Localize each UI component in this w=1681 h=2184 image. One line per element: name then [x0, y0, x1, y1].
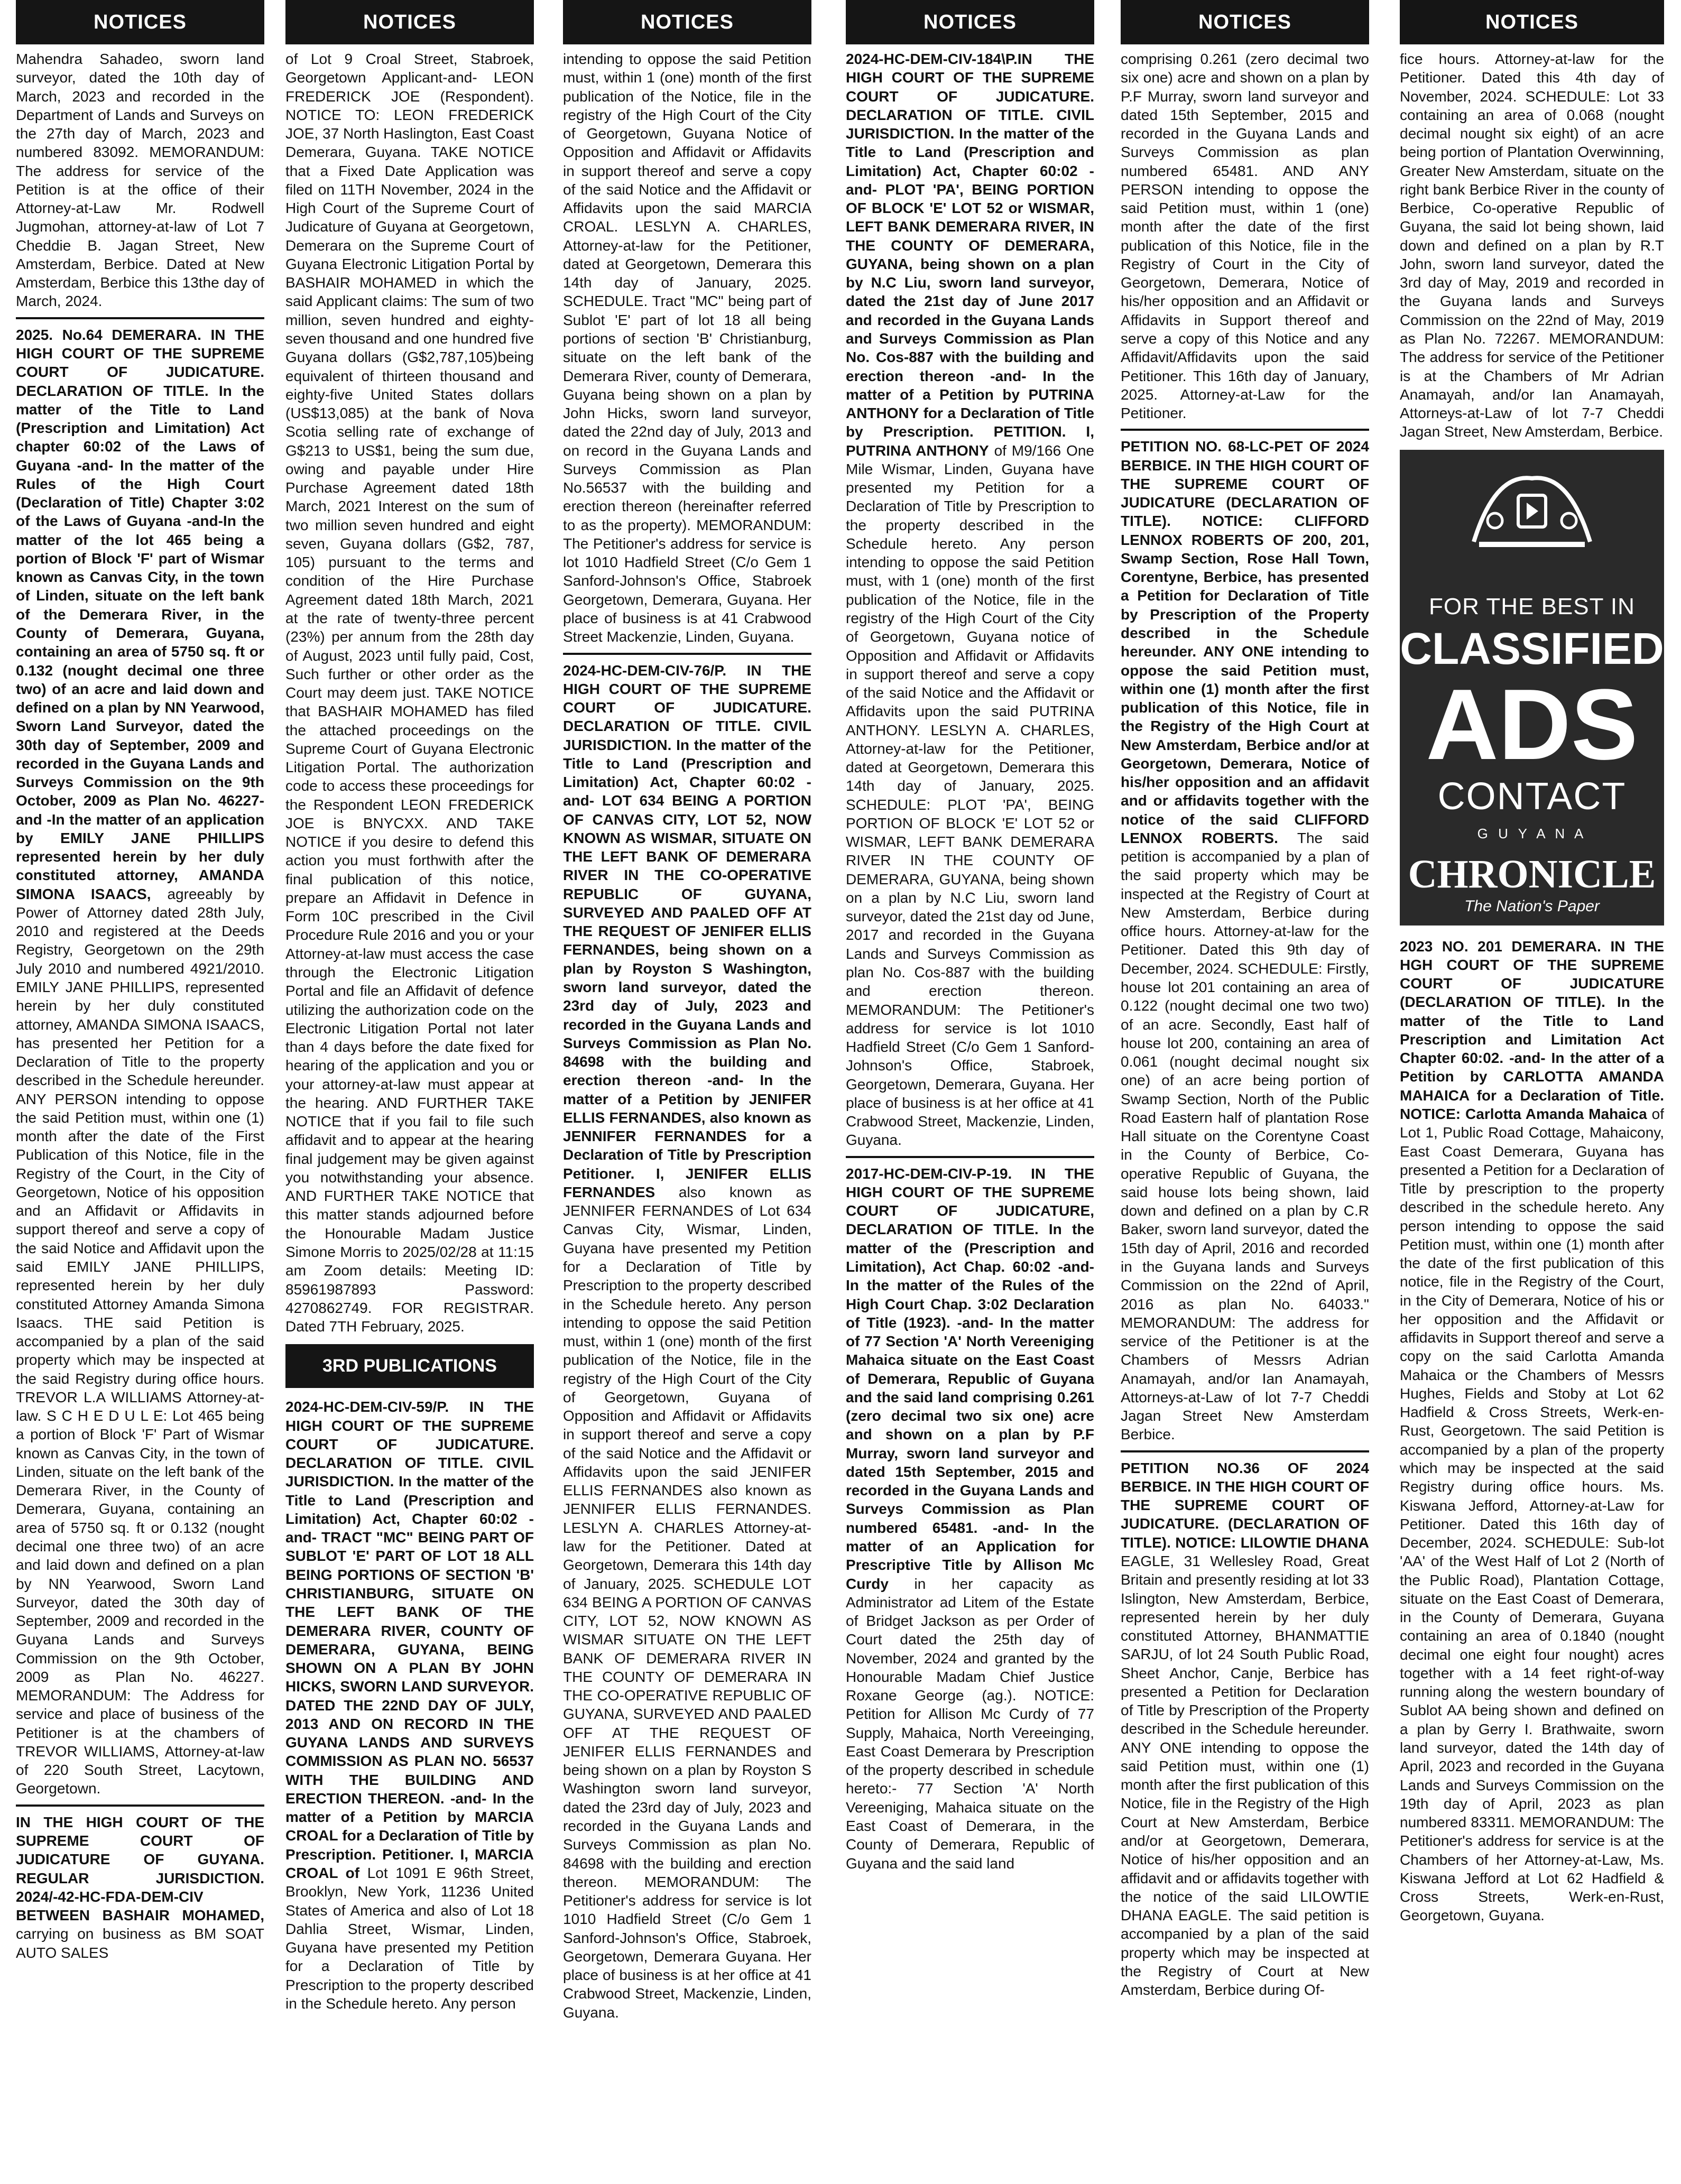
column-4 — [846, 0, 1094, 2184]
column-header: NOTICES — [16, 0, 264, 44]
notice — [16, 50, 264, 311]
notice-heading: 2025. No.64 DEMERARA. IN THE HIGH COURT OF THE SUPREME COURT OF JUDICATURE. DECLARATION OF TITLE. In the matter of the Title to Land (Prescription and Limitation) Act chapter 60:02 of the Laws of Guyana -and- In the matter of the Rules of the High Court (Declaration of Title) Chapter 3:02 of the Laws of Guyana -and-In the matter of the lot 465 being a portion of Block 'F' part of Wismar known as Canvas City, in the town of Linden, situate on the left bank of the Demerara River, in the County of Demerara, Guyana, containing an area of 5750 sq. ft or 0.132 (nought decimal one three two) of an acre and laid down and defined on a plan by NN Yearwood, Sworn Land Surveyor, dated the 30th day of September, 2009 and recorded in the Guyana Lands and Surveys Commission on the 9th October, 2009 as Plan No. 46227-and -In the matter of an application by EMILY JANE PHILLIPS represented herein by her duly constituted attorney, AMANDA SIMONA ISAACS, — [16, 326, 264, 902]
column-1 — [16, 0, 264, 2184]
notice-heading: 2024-HC-DEM-CIV-59/P. IN THE HIGH COURT OF THE SUPREME COURT OF JUDICATURE. DECLARATION OF TITLE. CIVIL JURISDICTION. In the matter of the Title to Land (Prescription and Limitation) Act, Chapter 60:02 -and- TRACT "MC" BEING PART OF SUBLOT 'E' PART OF LOT 18 ALL BEING PORTIONS OF SECTION 'B' CHRISTIANBURG, SITUATE ON THE LEFT BANK OF THE DEMERARA RIVER, COUNTY OF DEMERARA, GUYANA, BEING SHOWN ON A PLAN BY JOHN HICKS, SWORN LAND SURVEYOR. DATED THE 22ND DAY OF JULY, 2013 AND ON RECORD IN THE GUYANA LANDS AND SURVEYS COMMISSION AS PLAN NO. 56537 WITH THE BUILDING AND ERECTION THEREON. -and- In the matter of a Petition by MARCIA CROAL for a Declaration of Title by Prescription. Petitioner. I, MARCIA CROAL of — [285, 1399, 534, 1881]
notice — [1121, 50, 1369, 422]
ad-line: ADS — [1426, 668, 1638, 781]
classified-ads-advert — [1400, 450, 1664, 926]
brand-tagline: The Nation's Paper — [1464, 897, 1600, 915]
chronicle-emblem-icon — [1463, 462, 1601, 563]
notice-body: also known as JENNIFER FERNANDES of Lot 634 Canvas City, Wismar, Linden, Guyana have presented my Petition for a Declaration of Title by Prescription to the property described in the Schedule hereto. Any person intending to oppose the said Petition must, within 1 (one) month of the first publication of the Notice, file in the registry of the High Court of the City of Georgetown, Guyana of Opposition and Affidavit or Affidavits in support thereof and serve a copy of the said Notice and the Affidavit or Affidavits upon the said JENIFER ELLIS FERNANDES also known as JENNIFER ELLIS FERNANDES. LESLYN A. CHARLES Attorney-at-law for the Petitioner. Dated at Georgetown, Demerara this 14th day of January, 2025. SCHEDULE LOT 634 BEING A PORTION OF CANVAS CITY, LOT 52, NOW KNOWN AS WISMAR SITUATE ON THE LEFT BANK OF DEMERARA RIVER IN THE COUNTY OF DEMERARA IN THE CO-OPERATIVE REPUBLIC OF GUYANA, SURVEYED AND PAALED OFF AT THE REQUEST OF JENIFER ELLIS FERNANDES and being shown on a plan by Royston S Washington sworn land surveyor, dated the 23rd day of July, 2023 and recorded in the Guyana Lands and Surveys Commission as plan No. 84698 with the building and erection thereon. MEMORANDUM: The Petitioner's address for service is lot 1010 Hadfield Street (C/o Gem 1 Sanford-Johnson's Office, Stabroek, Georgetown, Demerara Guyana. Her place of business is at her office at 41 Crabwood Street, Mackenzie, Linden, Guyana. — [563, 1183, 811, 2021]
notice-heading: PETITION NO.36 OF 2024 BERBICE. IN THE HIGH COURT OF THE SUPREME COURT OF JUDICATURE. (DECLARATION OF TITLE). NOTICE: LILOWTIE DHANA — [1121, 1459, 1369, 1551]
column-6 — [1400, 0, 1664, 2184]
notice-text: comprising 0.261 (zero decimal two six one) acre and shown on a plan by P.F Murray, sworn land surveyor and dated 15th September, 2015 and recorded in the Guyana Lands and Surveys Commission as plan numbered 65481. AND ANY PERSON intending to oppose the said Petition must, within 1 (one) month after the date of the first publication of this Notice, file in the Registry of Court in the City of Georgetown, Demerara, Notice of his/her opposition and an Affidavit or Affidavits in Support thereof and serve a copy of this Notice and any Affidavit/Affidavits upon the said Petitioner. This 16th day of January, 2025. Attorney-at-Law for the Petitioner. — [1121, 51, 1369, 422]
notice-body: in her capacity as Administrator ad Litem of the Estate of Bridget Jackson as per Order of Court dated the 25th day of November, 2024 and granted by the Honourable Madam Chief Justice Roxane George (ag.). NOTICE: Petition for Allison Mc Curdy of 77 Supply, Mahaica, North Vereeinging, East Coast Demerara by Prescription of the property described in schedule hereto:- 77 Section 'A' North Vereeniging, Mahaica situate on the East Coast of Demerara, in the County of Demerara, Republic of Guyana and the said land — [846, 1575, 1094, 1872]
notice-body: EAGLE, 31 Wellesley Road, Great Britain and presently residing at lot 33 Islington, New Amsterdam, Berbice, represented herein by her duly constituted Attorney, BHANMATTIE SARJU, of lot 24 South Public Road, Sheet Anchor, Canje, Berbice has presented a Petition for Declaration of Title by Prescription of the Property described in the Schedule hereunder. ANY ONE intending to oppose the said Petition must, within one (1) month after the first publication of this Notice, file in the Registry of the High Court at New Amsterdam, Berbice and/or at Georgetown, Demerara, Notice of his/her opposition and an affidavit and or affidavits together with the notice of the said LILOWTIE DHANA EAGLE. The said petition is accompanied by a plan of the said property which may be inspected at the Registry of Court at New Amsterdam, Berbice during Of- — [1121, 1552, 1369, 1998]
notice-text: of Lot 9 Croal Street, Stabroek, Georgetown Applicant-and- LEON FREDERICK JOE (Respondent). NOTICE TO: LEON FREDERICK JOE, 37 North Haslington, East Coast Demerara, Guyana. TAKE NOTICE that a Fixed Date Application was filed on 11TH November, 2024 in the High Court of the Supreme Court of Judicature of Guyana at Georgetown, Demerara on the Supreme Court of Guyana Electronic Litigation Portal by BASHAIR MOHAMED in which the said Applicant claims: The sum of two million, seven hundred and eighty-seven thousand and one hundred five Guyana dollars (G$2,787,105)being equivalent of thirteen thousand and eighty-five United States dollars (US$13,085) at the bank of Nova Scotia selling rate of exchange of G$213 to US$1, being the sum due, owing and payable under Hire Purchase Agreement dated 18th March, 2021 Interest on the sum of two million seven hundred and eight seven, Guyana dollars (G$2, 787, 105) pursuant to the terms and condition of the Hire Purchase Agreement dated 18th March, 2021 at the rate of twenty-three percent (23%) per annum from the 28th day of August, 2023 until fully paid, Cost, Such further or other order as the Court may deem just. TAKE NOTICE that BASHAIR MOHAMED has filed the attached proceedings on the Supreme Court of Guyana Electronic Litigation Portal. The authorization code to access these proceedings for the Respondent LEON FREDERICK JOE is BNYCXX. AND TAKE NOTICE if you desire to defend this action you must forthwith after the final publication of this notice, prepare an Affidavit in Defence in Form 10C prescribed in the Civil Procedure Rule 2016 and you or your Attorney-at-law must access the case through the Electronic Litigation Portal and file an Affidavit of defence utilizing the authorization code on the Electronic Litigation Portal not later than 4 days before the date fixed for hearing of the application and you or your attorney-at-law must appear at the hearing. AND FURTHER TAKE NOTICE that if you fail to file such affidavit and to appear at the hearing final judgement may be given against you notwithstanding your absence. AND FURTHER TAKE NOTICE that this matter stands adjourned before the Honourable Madam Justice Simone Morris to 2025/02/28 at 11:15 am Zoom details: Meeting ID: 85961987893 Password: 4270862749. FOR REGISTRAR. Dated 7TH February, 2025. — [285, 51, 534, 1335]
divider — [846, 1156, 1094, 1158]
divider — [563, 653, 811, 655]
notice-heading: 2023 NO. 201 DEMERARA. IN THE HGH COURT OF THE SUPREME COURT OF JUDICATURE (DECLARATION OF TITLE). In the matter of the Title to Land Prescription and Limitation Act Chapter 60:02. -and- In the atter of a Petition by CARLOTTA AMANDA MAHAICA for a Declaration of Title. NOTICE: Carlotta Amanda Mahaica — [1400, 938, 1664, 1122]
column-3 — [563, 0, 811, 2184]
notice-text: intending to oppose the said Petition must, within 1 (one) month of the first publication of the Notice, file in the registry of the High Court of the City of Georgetown, Guyana Notice of Opposition and Affidavit or Affidavits in support thereof and serve a copy of the said Notice and the Affidavit or Affidavits upon the said MARCIA CROAL. LESLYN A. CHARLES, Attorney-at-law for the Petitioner, dated at Georgetown, Demerara this 14th day of January, 2025. SCHEDULE. Tract "MC" being part of Sublot 'E' part of lot 18 all being portions of section 'B' Christianburg, situate on the left bank of the Demerara River, county of Demerara, Guyana being shown on a plan by John Hicks, sworn land surveyor, dated the 22nd day of July, 2013 and on record in the Guyana Lands and Surveys Commission as Plan No.56537 with the building and erection thereon (hereinafter referred to as the property). MEMORANDUM: The Petitioner's address for service is lot 1010 Hadfield Street (C/o Gem 1 Sanford-Johnson's Office, Stabroek Georgetown, Demerara, Guyana. Her place of business is at 41 Crabwood Street Mackenzie, Linden, Guyana. — [563, 51, 811, 645]
notice-heading: 2024-HC-DEM-CIV-184\P.IN THE HIGH COURT OF THE SUPREME COURT OF JUDICATURE. DECLARATION OF TITLE. CIVIL JURISDICTION. In the matter of the Title to Land (Prescription and Limitation) Act, Chapter 60:02 -and- PLOT 'PA', BEING PORTION OF BLOCK 'E' LOT 52 or WISMAR, LEFT BANK DEMERARA RIVER, IN THE COUNTY OF DEMERARA, GUYANA, being shown on a plan by N.C Liu, sworn land surveyor, dated the 21st day of June 2017 and recorded in the Guyana Lands and Surveys Commission as Plan No. Cos-887 with the building and erection thereon -and- In the matter of a Petition by PUTRINA ANTHONY for a Declaration of Title by Prescription. PETITION. I, PUTRINA ANTHONY — [846, 51, 1094, 459]
notice — [1400, 50, 1664, 441]
column-header: NOTICES — [846, 0, 1094, 44]
column-header: NOTICES — [285, 0, 534, 44]
notice-body: of M9/166 One Mile Wismar, Linden, Guyana have presented my Petition for a Declaration of Title by Prescription to the property described in the Schedule hereto. Any person intending to oppose the said Petition must, with 1 (one) month of the first publication of the Notice, file in the registry of the High Court of the City of Georgetown, Guyana notice of Opposition and Affidavit or Affidavits in support thereof and serve a copy of the said Notice and the Affidavit or Affidavits upon the said PUTRINA ANTHONY. LESLYN A. CHARLES, Attorney-at-law for the Petitioner, dated at Georgetown, Demerara this 14th day of January, 2025. SCHEDULE: PLOT 'PA', BEING PORTION OF BLOCK 'E' LOT 52 or WISMAR, LEFT BANK DEMERARA RIVER IN THE COUNTY OF DEMERARA, GUYANA, being shown on a plan by N.C Liu, sworn land surveyor, dated the 21st day od June, 2017 and recorded in the Guyana Lands and Surveys Commission as plan No. Cos-887 with the building and erection thereon. MEMORANDUM: The Petitioner's address for service is lot 1010 Hadfield Street (C/o Gem 1 Sanford-Johnson's Office, Stabroek, Georgetown, Demerara, Guyana. Her place of business is at her office at 41 Crabwood Street, Mackenzie, Linden, Guyana. — [846, 442, 1094, 1149]
notice — [563, 50, 811, 646]
column-2 — [285, 0, 534, 2184]
divider — [16, 1804, 264, 1807]
notice-heading: IN THE HIGH COURT OF THE SUPREME COURT OF JUDICATURE OF GUYANA. REGULAR JURISDICTION. 2024/-42-HC-FDA-DEM-CIV BETWEEN BASHAIR MOHAMED, — [16, 1813, 264, 1924]
notice-body: carrying on business as BM SOAT AUTO SALES — [16, 1926, 264, 1961]
notice — [846, 1164, 1094, 1873]
notice-text: Mahendra Sahadeo, sworn land surveyor, dated the 10th day of March, 2023 and recorded in the Department of Lands and Surveys on the 27th day of March, 2023 and numbered 83092. MEMORANDUM: The address for service of the Petition is at the office of their Attorney-at-Law Mr. Rodwell Jugmohan, attorney-at-law of Lot 7 Cheddie B. Jagan Street, New Amsterdam, Berbice. Dated at New Amsterdam, Berbice this 13the day of March, 2024. — [16, 51, 264, 310]
notice-body: The said petition is accompanied by a plan of the said property which may be inspected at the Registry of Court at New Amsterdam, Berbice during office hours. Attorney-at-law for the Petitioner. Dated this 9th day of December, 2024. SCHEDULE: Firstly, house lot 201 containing an area of 0.122 (nought decimal one two two) of an acre. Secondly, East half of house lot 200, containing an area of 0.061 (nought decimal nought six one) of an acre being portion of Swamp Section, North of the Public Road Eastern half of plantation Rose Hall situate on the Corentyne Coast in the County of Berbice, Co-operative Republic of Guyana, the said house lots being shown, laid down and defined on a plan by C.R Baker, sworn land surveyor, dated the 15th day of April, 2016 and recorded in the Guyana lands and Surveys Commission on the 22nd of April, 2016 as plan No. 64033." MEMORANDUM: The address for service of the Petitioner is at the Chambers of Messrs Adrian Anamayah, and/or Ian Anamayah, Attorneys-at-Law of lot 7-7 Cheddi Jagan Street New Amsterdam Berbice. — [1121, 829, 1369, 1443]
notice-body: Lot 1091 E 96th Street, Brooklyn, New York, 11236 United States of America and also of Lot 18 Dahlia Street, Wismar, Linden, Guyana have presented my Petition for a Declaration of Title by Prescription to the property described in the Schedule hereto. Any person — [285, 1864, 534, 2012]
notice-heading: 2017-HC-DEM-CIV-P-19. IN THE HIGH COURT OF THE SUPREME COURT OF JUDICATURE, DECLARATION OF TITLE. In the matter of the (Prescription and Limitation), Act Chap. 60:02 -and- In the matter of the Rules of the High Court Chap. 3:02 Declaration of Title (1923). -and- In the matter of 77 Section 'A' North Vereeniging Mahaica situate on the East Coast of Demerara, Republic of Guyana and the said land comprising 0.261 (zero decimal two six one) acre and shown on a plan by P.F Murray, sworn land surveyor and dated 15th September, 2015 and recorded in the Guyana Lands and Surveys Commission as Plan numbered 65481. -and- In the matter of an Application for Prescriptive Title by Allison Mc Curdy — [846, 1165, 1094, 1592]
notice-heading: 2024-HC-DEM-CIV-76/P. IN THE HIGH COURT OF THE SUPREME COURT OF JUDICATURE. DECLARATION OF TITLE. CIVIL JURISDICTION. In the matter of the Title to Land (Prescription and Limitation) Act, Chapter 60:02 -and- LOT 634 BEING A PORTION OF CANVAS CITY, LOT 52, NOW KNOWN AS WISMAR, SITUATE ON THE LEFT BANK OF DEMERARA RIVER IN THE CO-OPERATIVE REPUBLIC OF GUYANA, SURVEYED AND PAALED OFF AT THE REQUEST OF JENIFER ELLIS FERNANDES, being shown on a plan by Royston S Washington, sworn land surveyor, dated the 23rd day of July, 2023 and recorded in the Guyana Lands and Surveys Commission as Plan No. 84698 with the building and erection thereon -and- In the matter of a Petition by JENIFER ELLIS FERNANDES, also known as JENNIFER FERNANDES for a Declaration of Title by Prescription Petitioner. I, JENIFER ELLIS FERNANDES — [563, 662, 811, 1200]
notice — [1121, 437, 1369, 1443]
divider — [1121, 1450, 1369, 1452]
notice — [563, 661, 811, 2022]
column-header: NOTICES — [1121, 0, 1369, 44]
column-header: NOTICES — [1400, 0, 1664, 44]
brand-top: G U Y A N A — [1477, 825, 1587, 841]
section-subheader: 3RD PUBLICATIONS — [285, 1344, 534, 1388]
divider — [1121, 429, 1369, 431]
notice — [1400, 937, 1664, 1925]
ad-line: CLASSIFIED — [1400, 623, 1664, 673]
divider — [16, 317, 264, 319]
notice — [1121, 1459, 1369, 2000]
notice-heading: PETITION NO. 68-LC-PET OF 2024 BERBICE. IN THE HIGH COURT OF THE SUPREME COURT OF JUDICATURE (DECLARATION OF TITLE). NOTICE: CLIFFORD LENNOX ROBERTS OF 200, 201, Swamp Section, Rose Hall Town, Corentyne, Berbice, has presented a Petition for Declaration of Title by Prescription of the Property described in the Schedule hereunder. ANY ONE intending to oppose the said Petition must, within one (1) month after the first publication of this Notice, file in the Registry of the High Court at New Amsterdam, Berbice and/or at Georgetown, Demerara, Notice of his/her opposition and an affidavit and or affidavits together with the notice of the said CLIFFORD LENNOX ROBERTS. — [1121, 438, 1369, 846]
notice-body: agreeably by Power of Attorney dated 28th July, 2010 and registered at the Deeds Registry, Georgetown on the 29th July 2010 and numbered 4921/2010. EMILY JANE PHILLIPS, represented herein by her duly constituted attorney, AMANDA SIMONA ISAACS, has presented her Petition for a Declaration of Title to the property described in the Schedule hereunder. ANY PERSON intending to oppose the said Petition must, within one (1) month after the date of the First Publication of this Notice, file in the Registry of the Court, in the City of Georgetown, Notice of his opposition and an Affidavit or Affidavits in support thereof and serve a copy of the said Notice and Affidavit upon the said EMILY JANE PHILLIPS, represented herein by her duly constituted Attorney Amanda Simona Isaacs. THE said Petition is accompanied by a plan of the said property which may be inspected at the said Registry during office hours. TREVOR L.A WILLIAMS Attorney-at-law. S C H E D U L E: Lot 465 being a portion of Block 'F' Part of Wismar known as Canvas City, in the town of Linden, situate on the left bank of the Demerara River, in the County of Demerara, Guyana, containing an area of 5750 sq. ft or 0.132 (nought decimal one three two) of an acre and laid down and defined on a plan by NN Yearwood, Sworn Land Surveyor, dated the 30th day of September, 2009 and recorded in the Guyana Lands and Surveys Commission on the 9th October, 2009 as Plan No. 46227. MEMORANDUM: The Address for service and place of business of the Petitioner is at the chambers of TREVOR WILLIAMS, Attorney-at-law of 220 South Street, Lacytown, Georgetown. — [16, 885, 264, 1797]
notice — [16, 1813, 264, 1962]
ad-line: FOR THE BEST IN — [1429, 593, 1635, 619]
notice — [285, 50, 534, 1336]
brand-name: CHRONICLE — [1408, 852, 1656, 896]
column-5 — [1121, 0, 1369, 2184]
notice-body: of Lot 1, Public Road Cottage, Mahaicony, East Coast Demerara, Guyana has presented a Petition for a Declaration of Title by prescription to the property described in the schedule hereto. Any person intending to oppose the said Petition must, within one (1) month after the date of the first publication of this notice, file in the Registry of the Court, in the City of Demerara, Notice of his or her opposition and the Affidavit or affidavits in Support thereof and serve a copy on the said Carlotta Amanda Mahaica or the Chambers of Messrs Hughes, Fields and Stoby at Lot 62 Hadfield & Cross Streets, Werk-en-Rust, Georgetown. The said Petition is accompanied by a plan of the property which may be inspected at the said Registry during office hours. Ms. Kiswana Jefford, Attorney-at-Law for Petitioner. Dated this 16th day of December, 2024. SCHEDULE: Sub-lot 'AA' of the West Half of Lot 2 (North of the Public Road), Plantation Cottage, situate on the East Coast of Demerara, in the County of Demerara, Guyana containing an area of 0.1840 (nought decimal one eight four nought) acres together with a 14 feet right-of-way running along the western boundary of Sublot AA being shown and defined on a plan by Gerry I. Brathwaite, sworn land surveyor, dated the 14th day of April, 2023 and recorded in the Guyana Lands and Surveys Commission on the 19th day of April, 2023 as plan numbered 83311. MEMORANDUM: The Petitioner's address for service is at the Chambers of her Attorney-at-Law, Ms. Kiswana Jefford at Lot 62 Hadfield & Cross Streets, Werk-en-Rust, Georgetown, Guyana. — [1400, 1105, 1664, 1924]
notice — [16, 326, 264, 1798]
notice — [846, 50, 1094, 1150]
ad-line: CONTACT — [1437, 775, 1627, 818]
notice-text: fice hours. Attorney-at-law for the Petitioner. Dated this 4th day of November, 2024. SCHEDULE: Lot 33 containing an area of 0.068 (nought decimal nought six eight) of an acre being portion of Plantation Overwinning, Greater New Amsterdam, situate on the right bank Berbice River in the county of Berbice, Co-operative Republic of Guyana, the said lot being shown, laid down and defined on a plan by R.T John, sworn land surveyor, dated the 3rd day of May, 2019 and recorded in the Guyana lands and Surveys Commission on the 22nd of May, 2019 as Plan No. 72267. MEMORANDUM: The address for service of the Petitioner is at the Chambers of Mr Adrian Anamayah, and/or Ian Anamayah, Attorneys-at-Law of lot 7-7 Cheddi Jagan Street, New Amsterdam, Berbice. — [1400, 51, 1664, 440]
column-header: NOTICES — [563, 0, 811, 44]
notice — [285, 1398, 534, 2013]
